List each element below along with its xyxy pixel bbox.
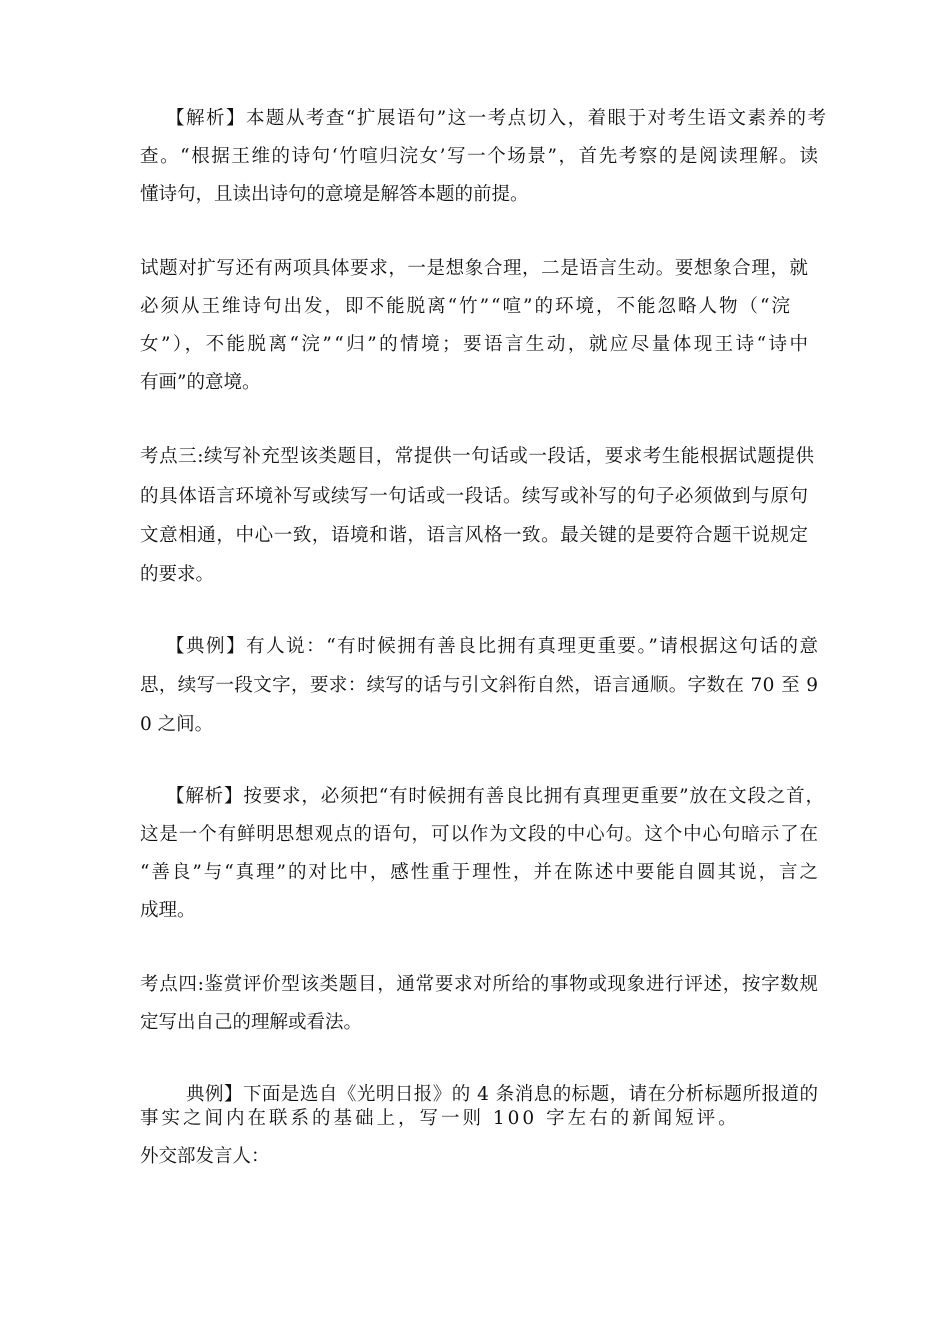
text-line: 考点四:鉴赏评价型该类题目，通常要求对所给的事物或现象进行评述，按字数规 bbox=[140, 974, 819, 995]
text-line: 必须从王维诗句出发，即不能脱离“竹”“喧”的环境，不能忽略人物（“浣 bbox=[140, 296, 793, 317]
text-line: 有画”的意境。 bbox=[140, 372, 261, 393]
text-line: 的要求。 bbox=[140, 564, 215, 585]
text-line: 试题对扩写还有两项具体要求，一是想象合理，二是语言生动。要想象合理，就 bbox=[140, 258, 809, 279]
text-line: 典例】下面是选自《光明日报》的 4 条消息的标题，请在分析标题所报道的 bbox=[186, 1084, 819, 1105]
text-line: 【解析】按要求，必须把“有时候拥有善良比拥有真理更重要”放在文段之首， bbox=[166, 786, 825, 807]
text-line: “善良”与“真理”的对比中，感性重于理性，并在陈述中要能自圆其说，言之 bbox=[140, 862, 820, 883]
text-line: 【解析】本题从考查“扩展语句”这一考点切入，着眼于对考生语文素养的考 bbox=[166, 108, 828, 129]
text-line: 外交部发言人： bbox=[140, 1146, 270, 1167]
text-line: 女”），不能脱离“浣”“归”的情境；要语言生动，就应尽量体现王诗“诗中 bbox=[140, 334, 811, 355]
text-line: 懂诗句，且读出诗句的意境是解答本题的前提。 bbox=[140, 184, 529, 205]
text-line: 0 之间。 bbox=[140, 714, 214, 735]
text-line: 定写出自己的理解或看法。 bbox=[140, 1012, 363, 1033]
text-line: 事实之间内在联系的基础上，写一则 100 字左右的新闻短评。 bbox=[140, 1108, 740, 1129]
text-line: 文意相通，中心一致，语境和谐，语言风格一致。最关键的是要符合题干说规定 bbox=[140, 525, 809, 546]
text-line: 的具体语言环境补写或续写一句话或一段话。续写或补写的句子必须做到与原句 bbox=[140, 486, 809, 507]
text-line: 查。“根据王维的诗句‘竹喧归浣女’写一个场景”，首先考察的是阅读理解。读 bbox=[140, 146, 820, 167]
text-line: 这是一个有鲜明思想观点的语句，可以作为文段的中心句。这个中心句暗示了在 bbox=[140, 824, 819, 845]
text-line: 【典例】有人说：“有时候拥有善良比拥有真理更重要。”请根据这句话的意 bbox=[166, 636, 820, 657]
text-line: 成理。 bbox=[140, 900, 196, 921]
text-line: 思，续写一段文字，要求：续写的话与引文斜衔自然，语言通顺。字数在 70 至 9 bbox=[140, 675, 819, 696]
text-line: 考点三:续写补充型该类题目，常提供一句话或一段话，要求考生能根据试题提供 bbox=[140, 446, 815, 467]
